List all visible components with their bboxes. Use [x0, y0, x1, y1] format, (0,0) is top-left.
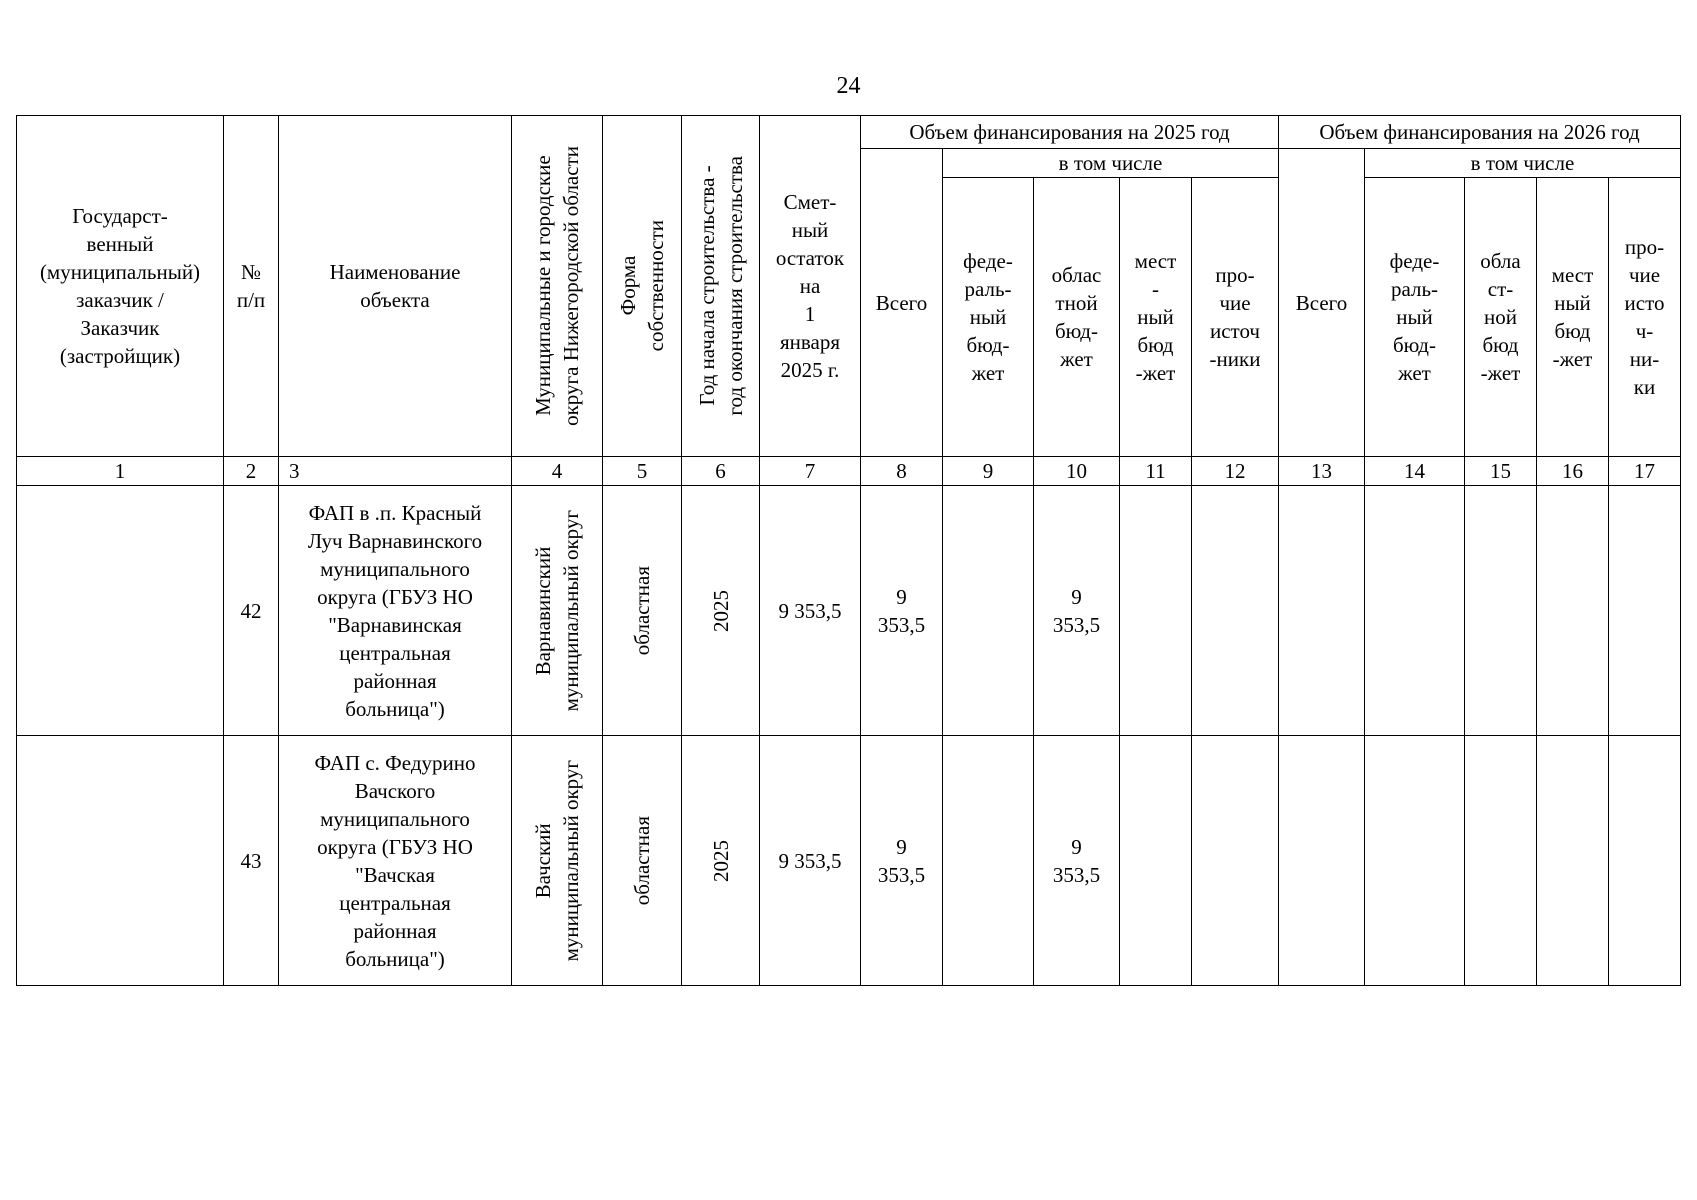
header-local-2026: мест ный бюд -жет [1537, 178, 1609, 457]
row-years: 2025 [708, 589, 733, 632]
column-number: 9 [943, 457, 1034, 486]
row-other-2025 [1192, 736, 1279, 986]
header-district-cell [512, 116, 603, 457]
row-regional-2025: 9 353,5 [1034, 736, 1120, 986]
column-number: 17 [1609, 457, 1681, 486]
row-district-cell [512, 736, 603, 986]
header-customer: Государст- венный (муниципальный) заказчик / Заказчик (застройщик) [17, 116, 224, 457]
header-estimate: Смет- ный остаток на 1 января 2025 г. [760, 116, 861, 457]
column-number: 16 [1537, 457, 1609, 486]
row-estimate: 9 353,5 [760, 486, 861, 736]
row-local-2025 [1120, 736, 1192, 986]
row-federal-2025 [943, 736, 1034, 986]
header-federal-2026: феде- раль- ный бюд- жет [1365, 178, 1465, 457]
header-object-name: Наименование объекта [279, 116, 512, 457]
column-number: 1 [17, 457, 224, 486]
header-including-2026: в том числе [1365, 149, 1681, 178]
column-number-row [17, 457, 1681, 486]
header-local-2025: мест - ный бюд -жет [1120, 178, 1192, 457]
header-number: № п/п [224, 116, 279, 457]
header-years-cell [682, 116, 760, 457]
header-district: Муниципальные и городские округа Нижегородской области [531, 146, 583, 426]
row-local-2026 [1537, 736, 1609, 986]
column-number: 13 [1279, 457, 1365, 486]
row-regional-2026 [1465, 736, 1537, 986]
header-regional-2026: обла ст- ной бюд -жет [1465, 178, 1537, 457]
header-other-2026: про- чие исто ч- ни- ки [1609, 178, 1681, 457]
row-district-cell [512, 486, 603, 736]
row-ownership: областная [630, 565, 654, 656]
header-row-1 [17, 116, 1681, 149]
row-local-2026 [1537, 486, 1609, 736]
row-federal-2025 [943, 486, 1034, 736]
header-total-2026: Всего [1279, 149, 1365, 457]
row-other-2026 [1609, 486, 1681, 736]
row-district: Вачский муниципальный округ [531, 759, 583, 962]
row-ownership-cell [603, 736, 682, 986]
header-years: Год начала строительства - год окончания строительства [694, 156, 747, 416]
column-number: 2 [224, 457, 279, 486]
row-federal-2026 [1365, 736, 1465, 986]
header-financing-2026: Объем финансирования на 2026 год [1279, 116, 1681, 149]
row-number: 42 [224, 486, 279, 736]
header-federal-2025: феде- раль- ный бюд- жет [943, 178, 1034, 457]
header-financing-2025: Объем финансирования на 2025 год [861, 116, 1279, 149]
column-number: 11 [1120, 457, 1192, 486]
row-years-cell [682, 486, 760, 736]
row-federal-2026 [1365, 486, 1465, 736]
column-number: 6 [682, 457, 760, 486]
header-ownership-cell [603, 116, 682, 457]
column-number: 3 [279, 457, 512, 486]
column-number: 7 [760, 457, 861, 486]
row-ownership: областная [630, 815, 654, 906]
header-regional-2025: облас тной бюд- жет [1034, 178, 1120, 457]
header-including-2025: в том числе [943, 149, 1279, 178]
header-total-2025: Всего [861, 149, 943, 457]
column-number: 5 [603, 457, 682, 486]
row-ownership-cell [603, 486, 682, 736]
column-number: 14 [1365, 457, 1465, 486]
row-regional-2025: 9 353,5 [1034, 486, 1120, 736]
row-object-name: ФАП в .п. Красный Луч Варнавинского муниципального округа (ГБУЗ НО "Варнавинская центральная районная больница") [279, 486, 512, 736]
row-customer [17, 486, 224, 736]
row-total-2026 [1279, 486, 1365, 736]
row-total-2025: 9 353,5 [861, 486, 943, 736]
row-customer [17, 736, 224, 986]
row-number: 43 [224, 736, 279, 986]
row-object-name: ФАП с. Федурино Вачского муниципального округа (ГБУЗ НО "Вачская центральная районная больница") [279, 736, 512, 986]
investment-table [16, 115, 1681, 986]
page-number: 24 [836, 73, 861, 99]
row-total-2026 [1279, 736, 1365, 986]
row-other-2026 [1609, 736, 1681, 986]
column-number: 12 [1192, 457, 1279, 486]
row-estimate: 9 353,5 [760, 736, 861, 986]
row-local-2025 [1120, 486, 1192, 736]
column-number: 15 [1465, 457, 1537, 486]
header-ownership: Форма собственности [616, 220, 668, 352]
row-years: 2025 [708, 839, 733, 882]
table-row [17, 736, 1681, 986]
column-number: 8 [861, 457, 943, 486]
row-years-cell [682, 736, 760, 986]
row-regional-2026 [1465, 486, 1537, 736]
header-other-2025: про- чие источ -ники [1192, 178, 1279, 457]
row-other-2025 [1192, 486, 1279, 736]
column-number: 4 [512, 457, 603, 486]
column-number: 10 [1034, 457, 1120, 486]
table-row [17, 486, 1681, 736]
row-district: Варнавинский муниципальный округ [531, 509, 583, 712]
row-total-2025: 9 353,5 [861, 736, 943, 986]
